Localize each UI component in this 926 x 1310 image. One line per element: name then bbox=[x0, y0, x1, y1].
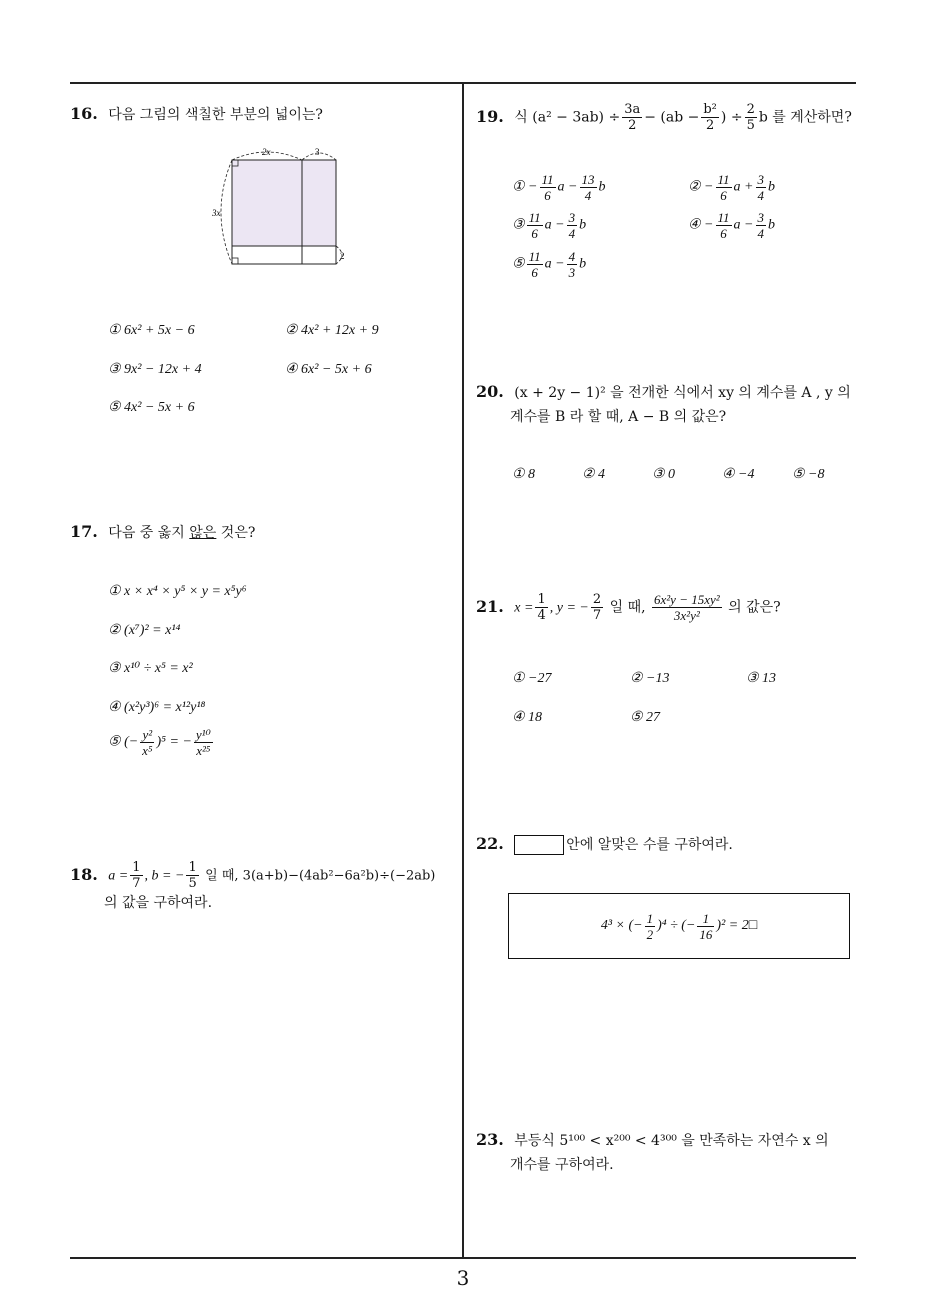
choice-4[interactable]: ④ (x²y³)⁶ = x¹²y¹⁸ bbox=[108, 700, 206, 715]
underlined-word: 않은 bbox=[189, 525, 217, 541]
choice-4[interactable]: ④ 6x² − 5x + 6 bbox=[285, 362, 372, 377]
question-22: 22. 안에 알맞은 수를 구하여라. bbox=[476, 834, 733, 853]
fraction: $\frac{2}{7}$ bbox=[592, 592, 602, 623]
choice-4[interactable]: ④ − $\frac{11}{6}$ a − $\frac{3}{4}$ b bbox=[688, 210, 775, 241]
brace-3x bbox=[221, 160, 232, 264]
unshaded-strip bbox=[232, 246, 336, 264]
fraction: $\frac{1}{16}$ bbox=[699, 910, 713, 942]
question-number: 16. bbox=[70, 104, 98, 123]
question-16 bbox=[70, 102, 323, 127]
question-number: 18. bbox=[70, 864, 98, 884]
choice-5[interactable]: ⑤ −8 bbox=[792, 467, 825, 482]
answer-blank bbox=[514, 835, 564, 855]
choice-1[interactable]: ① 8 bbox=[512, 467, 536, 482]
question-number: 21. bbox=[476, 596, 504, 616]
choice-2[interactable]: ② 4 bbox=[582, 467, 606, 482]
choice-3[interactable]: ③ x¹⁰ ÷ x⁵ = x² bbox=[108, 661, 193, 676]
question-text-line2: 계수를 B 라 할 때, A − B 의 값은? bbox=[510, 409, 727, 425]
choice-4[interactable]: ④ −4 bbox=[722, 467, 755, 482]
choice-3[interactable]: ③ 9x² − 12x + 4 bbox=[108, 362, 202, 377]
choice-3[interactable]: ③ 13 bbox=[746, 671, 777, 686]
question-text: 다음 그림의 색칠한 부분의 넓이는? bbox=[108, 107, 323, 123]
choice-5[interactable]: ⑤ 27 bbox=[630, 710, 661, 725]
choice-3[interactable]: ③ $\frac{11}{6}$ a − $\frac{3}{4}$ b bbox=[512, 210, 587, 241]
area-figure bbox=[200, 142, 360, 272]
choice-2[interactable]: ② 4x² + 12x + 9 bbox=[285, 323, 379, 338]
question-text-line2: 개수를 구하여라. bbox=[510, 1157, 614, 1173]
fraction: $\frac{\text{6x²y − 15xy²}}{\text{3x²y²}}$ bbox=[654, 592, 720, 623]
choice-1[interactable]: ① x × x⁴ × y⁵ × y = x⁵y⁶ bbox=[108, 584, 247, 599]
fraction: $\frac{1}{4}$ bbox=[537, 592, 546, 623]
choice-1[interactable]: ① −27 bbox=[512, 671, 552, 686]
choice-1[interactable]: ① − $\frac{11}{6}$ a − $\frac{13}{4}$ b bbox=[512, 172, 606, 203]
column-divider bbox=[462, 83, 464, 1258]
choice-2[interactable]: ② (x⁷)² = x¹⁴ bbox=[108, 623, 181, 638]
fraction: $\frac{1}{5}$ bbox=[188, 860, 197, 891]
bottom-rule bbox=[70, 1257, 856, 1259]
fraction: $\frac{\text{b²}}{2}$ bbox=[703, 102, 717, 133]
question-20: 20. (x + 2y − 1)² 을 전개한 식에서 xy 의 계수를 A , y 의 계수를 B 라 할 때, A − B 의 값은? bbox=[476, 380, 861, 429]
fraction: $\frac{\text{y¹⁰}}{\text{x²⁵}}$ bbox=[195, 727, 211, 758]
choice-5[interactable]: ⑤ (− $\frac{\text{y²}}{\text{x⁵}}$ )⁵ = − $\frac{\text{y¹⁰}}{\text{x²⁵}}$ bbox=[108, 727, 211, 758]
choice-3[interactable]: ③ 0 bbox=[652, 467, 676, 482]
question-number: 20. bbox=[476, 382, 504, 401]
question-21: 21. x = $\frac{1}{4}$ , y = − $\frac{2}{7}$ 일 때, $\frac{\text{6x²y − 15xy²}}{\text{3x²y²}}$ 의 값은? bbox=[476, 592, 781, 623]
page-number: 3 bbox=[456, 1266, 470, 1290]
question-18: 18. a = $\frac{1}{7}$ , b = − $\frac{1}{5}$ 일 때, 3(a+b)−(4ab²−6a²b)÷(−2ab) 의 값을 구하여라. bbox=[70, 860, 455, 915]
choice-4[interactable]: ④ 18 bbox=[512, 710, 543, 725]
question-text: 다음 중 옳지 bbox=[108, 525, 190, 541]
question-number: 19. bbox=[476, 106, 504, 126]
question-number: 23. bbox=[476, 1130, 504, 1149]
question-19: 19. 식 (a² − 3ab) ÷ $\frac{3a}{2}$ − (ab − $\frac{\text{b²}}{2}$ ) ÷ $\frac{2}{5}$ b 를 계산하면? bbox=[476, 102, 852, 133]
shaded-region bbox=[232, 160, 336, 246]
question-23: 23. 부등식 5¹⁰⁰ < x²⁰⁰ < 4³⁰⁰ 을 만족하는 자연수 x 의 개수를 구하여라. bbox=[476, 1128, 861, 1177]
label-2: 2 bbox=[340, 251, 345, 261]
question-number: 22. bbox=[476, 834, 504, 853]
label-3x: 3x bbox=[212, 208, 221, 218]
choice-1[interactable]: ① 6x² + 5x − 6 bbox=[108, 323, 195, 338]
fraction: $\frac{\text{y²}}{\text{x⁵}}$ bbox=[142, 727, 153, 758]
question-number: 17. bbox=[70, 522, 98, 541]
fraction: $\frac{1}{2}$ bbox=[646, 910, 654, 942]
fraction: $\frac{3a}{2}$ bbox=[624, 102, 641, 133]
choice-5[interactable]: ⑤ $\frac{11}{6}$ a − $\frac{4}{3}$ b bbox=[512, 249, 587, 280]
label-2x: 2x bbox=[262, 147, 271, 157]
question-17 bbox=[70, 520, 255, 545]
label-3: 3 bbox=[315, 147, 320, 157]
fraction: $\frac{1}{7}$ bbox=[132, 860, 141, 891]
choice-5[interactable]: ⑤ 4x² − 5x + 6 bbox=[108, 400, 195, 415]
expression-box: 4³ × (− $\frac{1}{2}$ )⁴ ÷ (− $\frac{1}{16}$ )² = 2□ bbox=[508, 893, 850, 959]
choice-2[interactable]: ② −13 bbox=[630, 671, 670, 686]
choice-2[interactable]: ② − $\frac{11}{6}$ a + $\frac{3}{4}$ b bbox=[688, 172, 775, 203]
fraction: $\frac{2}{5}$ bbox=[746, 102, 755, 133]
question-text-line2: 의 값을 구하여라. bbox=[104, 895, 213, 911]
question-text-end: 것은? bbox=[216, 525, 256, 541]
